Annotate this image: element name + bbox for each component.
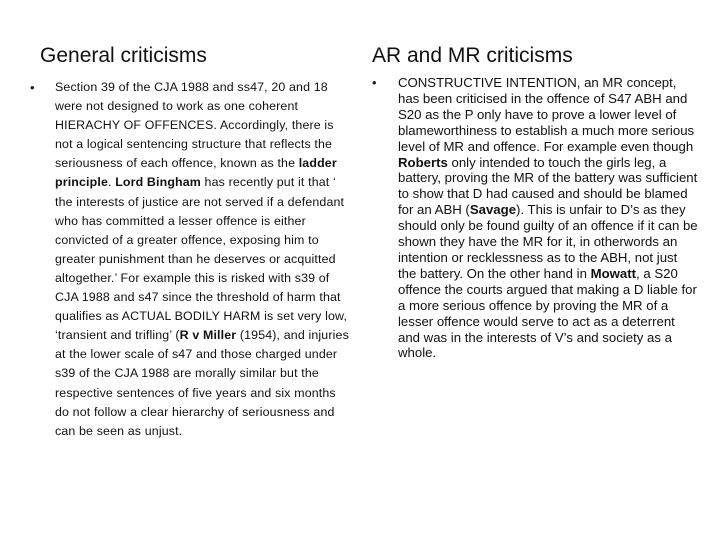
ar-mr-criticisms-heading: AR and MR criticisms (372, 44, 573, 67)
text-segment: . (108, 175, 116, 190)
ar-mr-criticisms-text (398, 75, 698, 361)
text-segment: Section 39 of the CJA 1988 and ss47, 20 and 18 were not designed to work as one coherent HIERACHY OF OFFENCES. Accordingly, there is not a logical sentencing structure that reflects the seriousness of each offence, known as the (55, 80, 334, 171)
text-segment: (1954), and injuries at the lower scale of s47 and those charged under s39 of the CJA 1988 are morally similar but the respective sentences of five years and six months do not follow a clear hierarchy of seriousness and can be seen as unjust. (55, 328, 349, 438)
text-segment: , a S20 offence the courts argued that making a D liable for a more serious offence by proving the MR of a lesser offence would serve to act as a deterrent and was in the interests of V’s and society as a whole. (398, 265, 697, 361)
text-segment-bold: Mowatt (590, 265, 636, 281)
bullet-marker: • (30, 80, 35, 95)
bullet-marker: • (372, 75, 377, 90)
text-segment-bold: Savage (469, 202, 517, 218)
text-segment: only intended to touch the girls leg, a battery, proving the MR of the battery was sufficient to show that D had caused and should be blamed for an ABH ( (398, 154, 698, 218)
text-segment-bold: Lord Bingham (115, 175, 201, 190)
text-segment: ). This is unfair to D’s as they should only be found guilty of an offence if it can be shown they have the MR for it, in otherwords an intention or recklessness as to the ABH, not just the battery. On the other hand in (398, 202, 698, 281)
general-criticisms-heading: General criticisms (40, 44, 207, 67)
text-segment: CONSTRUCTIVE INTENTION, an MR concept, has been criticised in the offence of S47 ABH and S20 as the P only have to prove a lower level of blameworthiness to establish a much more serious level of MR and offence. For example even though (398, 75, 695, 154)
text-segment-bold: ladder principle (55, 156, 337, 190)
text-segment-bold: R v Miller (179, 328, 237, 343)
general-criticisms-text (55, 78, 351, 441)
text-segment: has recently put it that ‘ the interests of justice are not served if a defendant who has committed a lesser offence is either convicted of a greater offence, exposing him to greater punishment than he deserves or acquitted altogether.’ For example this is risked with s39 of CJA 1988 and s47 since the threshold of harm that qualifies as ACTUAL BODILY HARM is set very low, ‘transient and trifling’ ( (55, 175, 348, 343)
text-segment-bold: Roberts (398, 154, 448, 170)
